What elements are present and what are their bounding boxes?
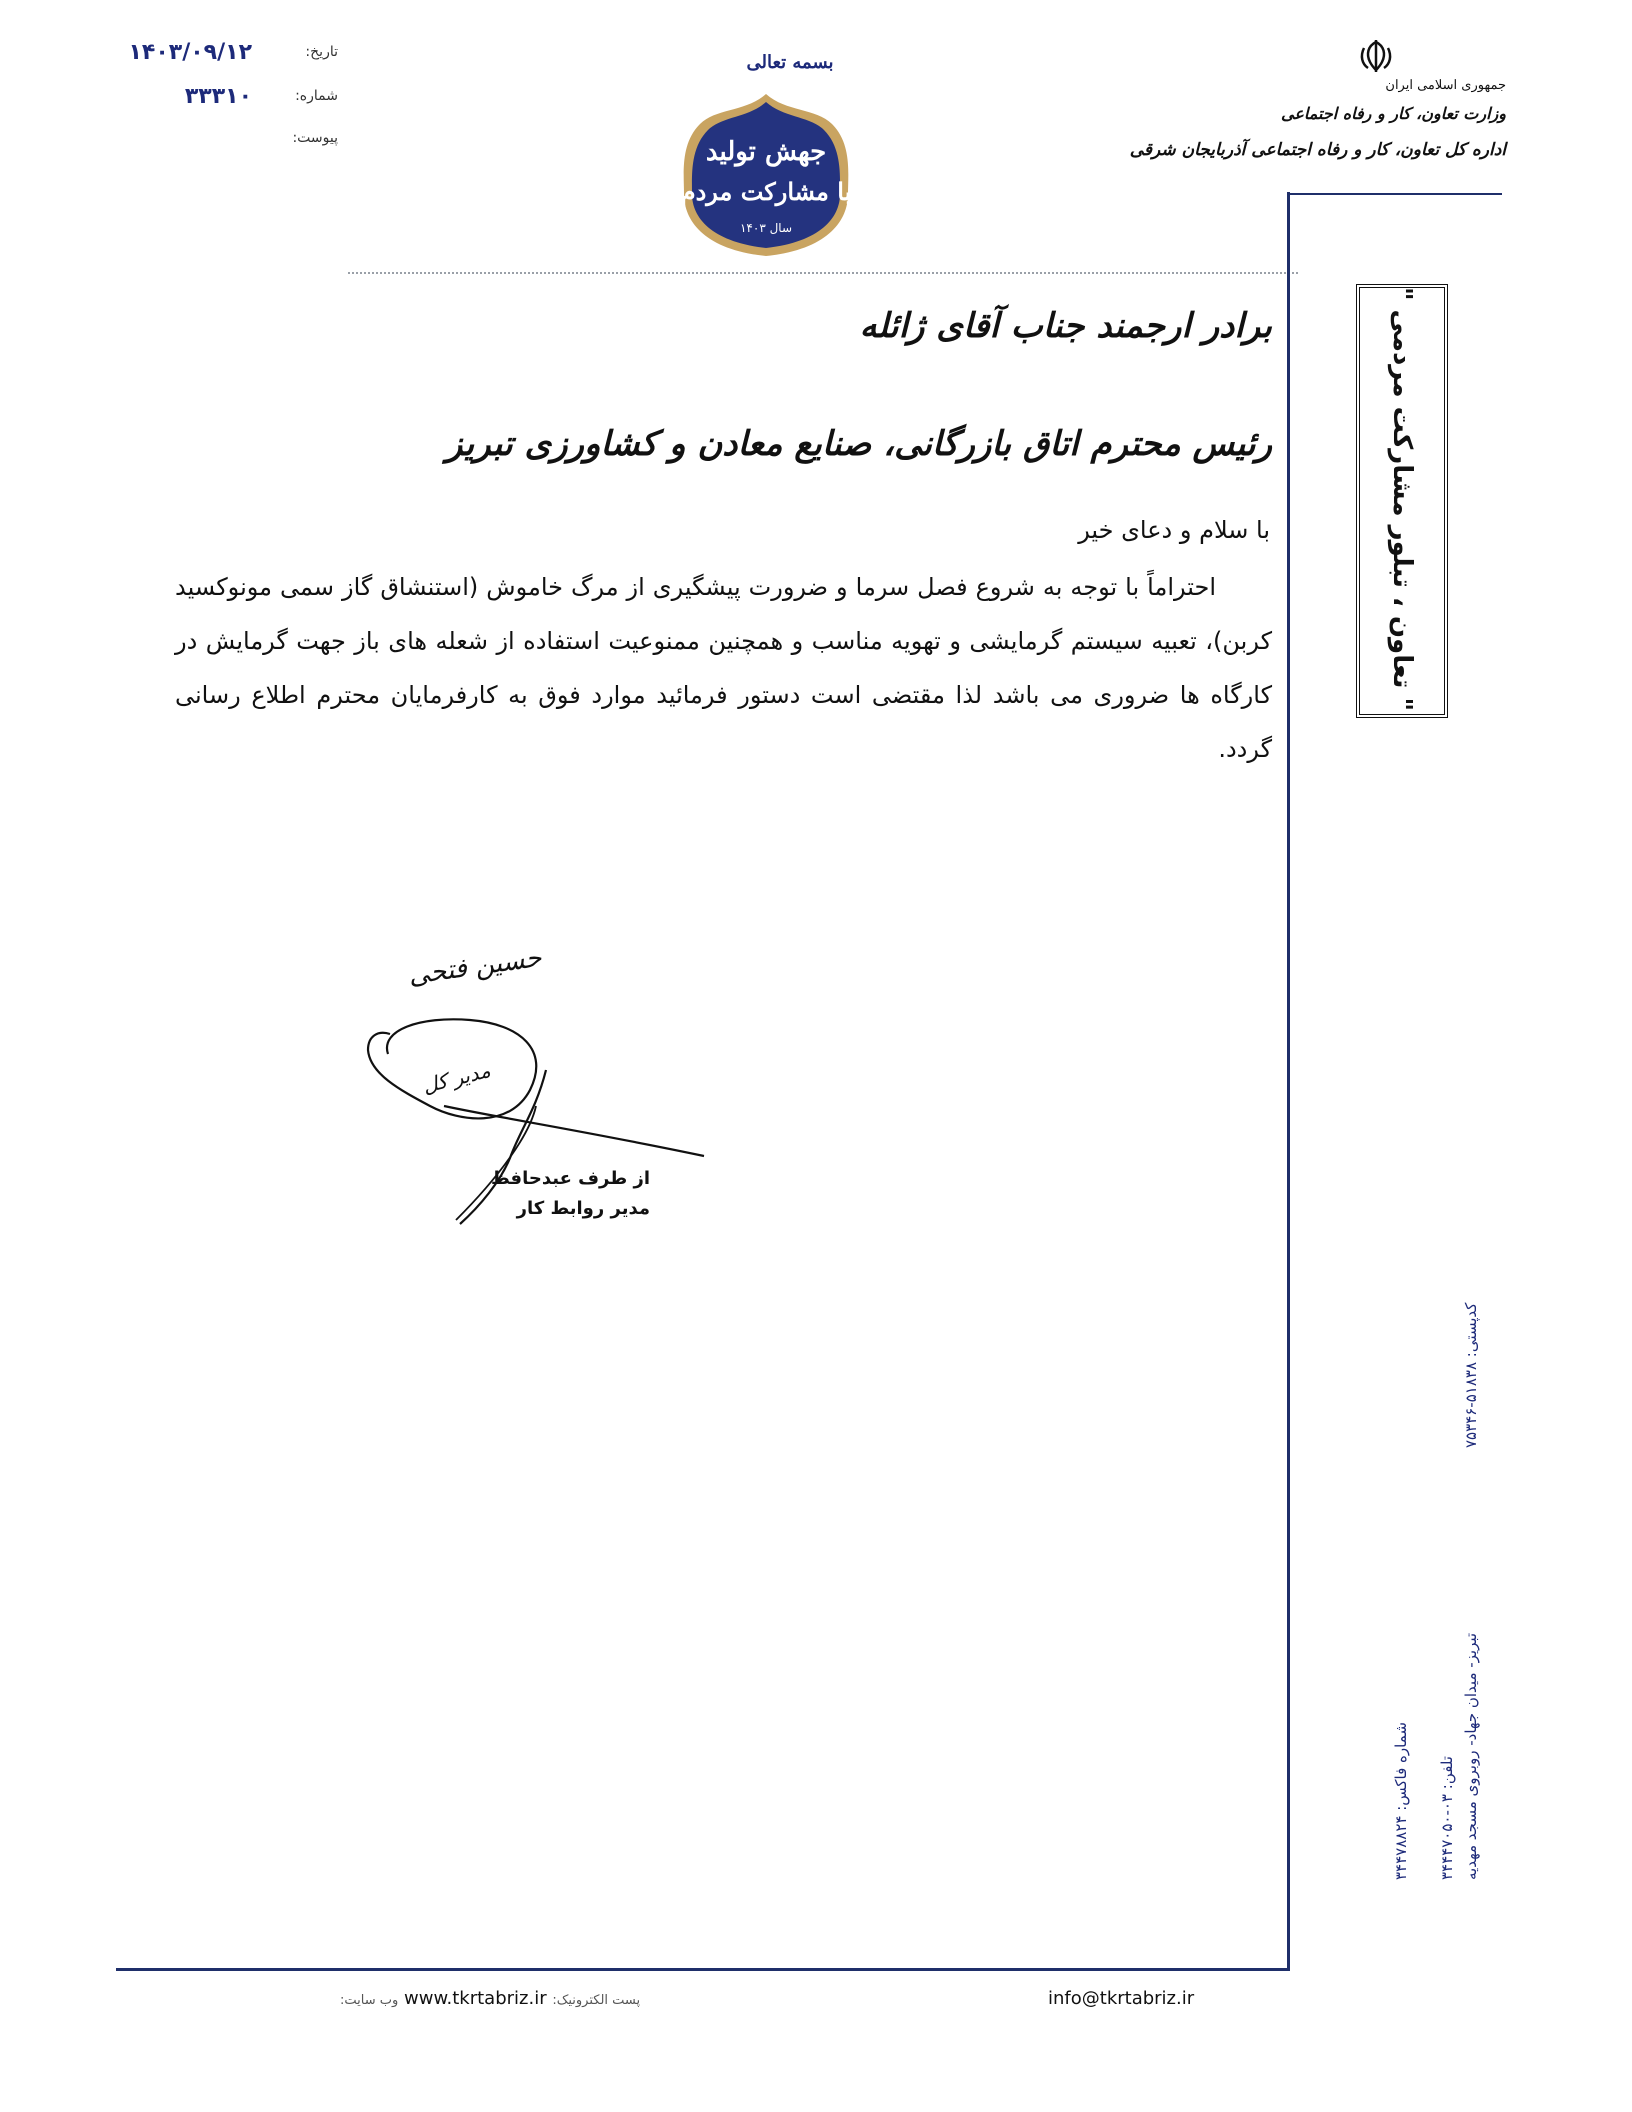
footer-email-label: پست الکترونیک:	[552, 1993, 641, 2008]
on-behalf-line1: از طرف عبدحافظ	[491, 1168, 650, 1189]
postal-code: کدپستی: ۵۱۸۳۸-۷۵۳۴۶	[1462, 1302, 1480, 1448]
number-value: ۳۳۳۱۰	[184, 84, 252, 109]
on-behalf-block	[470, 1164, 650, 1224]
footer-website-label: وب سایت:	[340, 1993, 399, 2008]
number-label: شماره:	[295, 88, 338, 104]
phone: تلفن: ۰۳-۳۴۴۴۷۰۵۰	[1438, 1756, 1456, 1880]
logo-line2: با مشارکت مردم	[680, 177, 852, 206]
frame-vertical-line	[1287, 192, 1290, 1970]
date-value: ۱۴۰۳/۰۹/۱۲	[128, 40, 252, 65]
footer-website[interactable]: www.tkrtabriz.ir	[404, 1988, 547, 2009]
address: تبریز- میدان جهاد- روبروی مسجد مهدیه	[1462, 1632, 1480, 1880]
letter-body: احتراماً با توجه به شروع فصل سرما و ضرورت پیشگیری از مرگ خاموش (استنشاق گاز سمی مونوکسید کربن)، تعبیه سیستم گرمایشی و تهویه مناسب و همچنین ممنوعیت استفاده از شعله های باز جهت گرمایش در کارگاه ها ضروری می باشد لذا مقتضی است دستور فرمائید موارد فوق به کارفرمایان محترم اطلاع رسانی گردد.	[175, 573, 1272, 763]
frame-top-line	[1290, 193, 1502, 195]
recipient-title: رئیس محترم اتاق بازرگانی، صنایع معادن و کشاورزی تبریز	[445, 424, 1272, 464]
ministry-line-ministry: وزارت تعاون، کار و رفاه اجتماعی	[1281, 104, 1506, 123]
footer-email[interactable]: info@tkrtabriz.ir	[1048, 1988, 1195, 2009]
ministry-line-office: اداره کل تعاون، کار و رفاه اجتماعی آذربایجان شرقی	[1129, 140, 1506, 160]
frame-bottom-line	[116, 1968, 1290, 1971]
greeting: با سلام و دعای خیر	[1078, 516, 1270, 544]
production-leap-logo	[676, 90, 856, 260]
attachment-label: پیوست:	[292, 130, 338, 146]
slogan-text: " تعاون ، تبلور مشارکت مردمی "	[1387, 286, 1417, 711]
ministry-line-country: جمهوری اسلامی ایران	[1385, 78, 1506, 93]
footer-website-block	[340, 1988, 640, 2009]
signer-title: مدیر کل	[420, 1058, 493, 1098]
logo-year: سال ۱۴۰۳	[739, 221, 793, 235]
date-label: تاریخ:	[305, 44, 338, 60]
header-divider	[348, 272, 1298, 274]
logo-header-text: بسمه تعالی	[746, 52, 834, 73]
iran-emblem-icon	[1356, 38, 1396, 74]
slogan-box	[1356, 284, 1448, 718]
logo-line1: جهش تولید	[705, 137, 827, 167]
signer-name: حسین فتحی	[406, 942, 544, 992]
recipient-line: برادر ارجمند جناب آقای ژائله	[859, 306, 1272, 346]
fax: شماره فاکس: ۳۴۴۷۸۸۲۴	[1392, 1722, 1410, 1880]
on-behalf-line2: مدیر روابط کار	[516, 1198, 650, 1219]
